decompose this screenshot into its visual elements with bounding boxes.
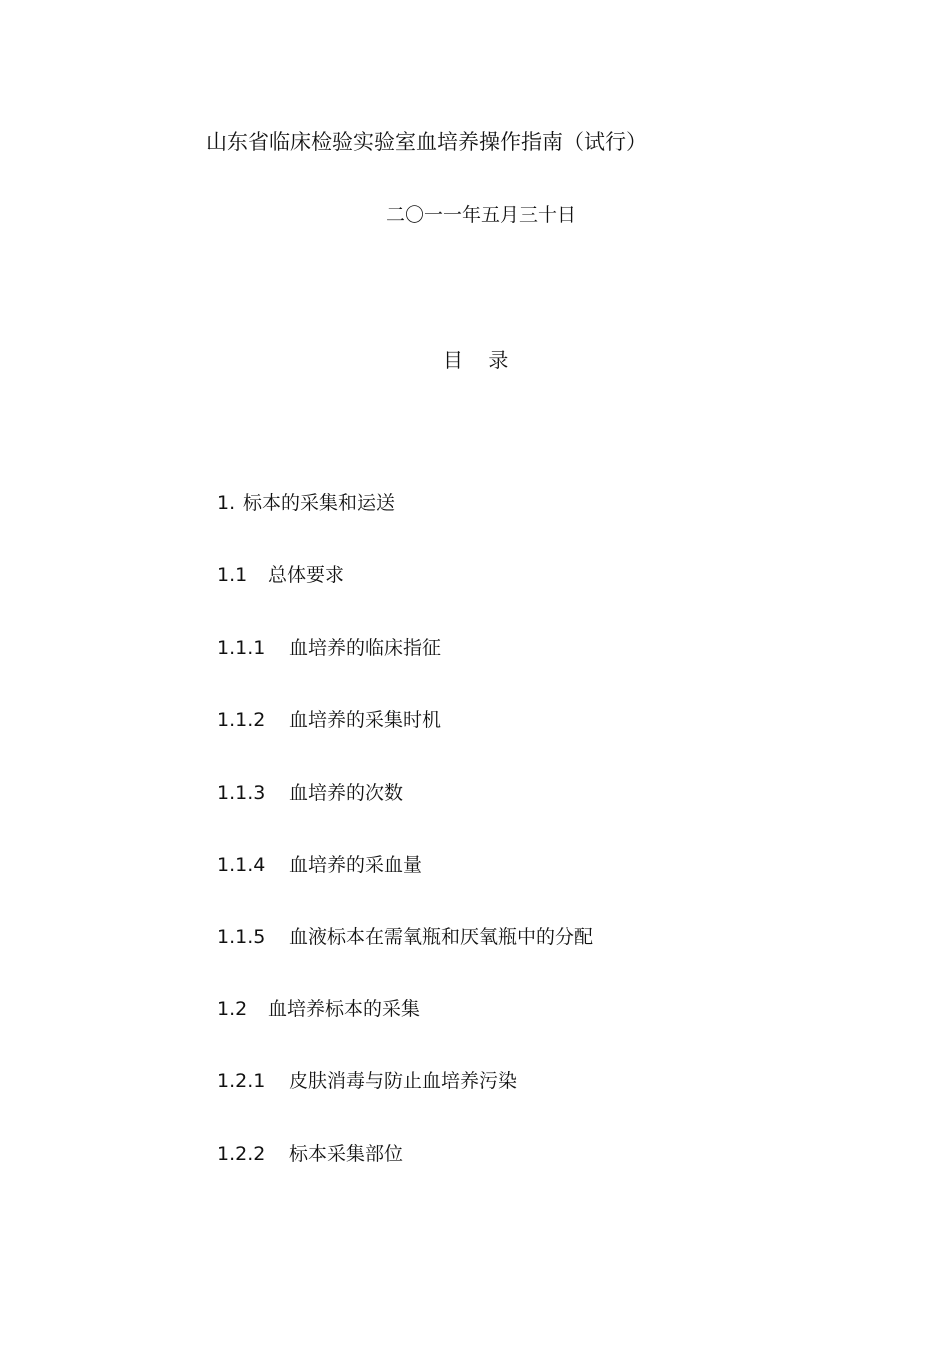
toc-entry-number: 1.1.2 — [217, 709, 266, 731]
toc-entry-number: 1.2 — [217, 998, 248, 1020]
toc-entry — [217, 490, 395, 516]
toc-entry — [217, 707, 441, 733]
toc-heading: 目 录 — [443, 348, 509, 372]
toc-entry — [217, 780, 403, 806]
toc-entry-text: 血培养标本的采集 — [268, 998, 421, 1020]
toc-entry-text: 血培养的采集时机 — [289, 709, 442, 731]
toc-entry — [217, 996, 420, 1022]
toc-entry-text: 血培养的采血量 — [289, 854, 423, 876]
toc-entry — [217, 562, 344, 588]
document-title: 山东省临床检验实验室血培养操作指南（试行） — [206, 130, 647, 154]
toc-entry-number: 1.2.2 — [217, 1143, 266, 1165]
toc-entry-text: 血液标本在需氧瓶和厌氧瓶中的分配 — [289, 926, 594, 948]
document-date: 二〇一一年五月三十日 — [386, 204, 577, 226]
toc-entry-text: 总体要求 — [268, 564, 345, 586]
toc-entry-text: 标本的采集和运送 — [243, 492, 396, 514]
toc-entry-text: 标本采集部位 — [289, 1143, 404, 1165]
toc-entry — [217, 635, 441, 661]
toc-entry-number: 1.1.5 — [217, 926, 266, 948]
toc-entry-number: 1.1 — [217, 564, 248, 586]
toc-entry-text: 血培养的临床指征 — [289, 637, 442, 659]
toc-entry-text: 皮肤消毒与防止血培养污染 — [289, 1070, 518, 1092]
toc-entry-text: 血培养的次数 — [289, 782, 404, 804]
toc-entry — [217, 924, 593, 950]
toc-entry-number: 1.2.1 — [217, 1070, 266, 1092]
toc-entry-number: 1.1.1 — [217, 637, 266, 659]
toc-entry-number: 1. — [217, 492, 236, 514]
toc-entry-number: 1.1.4 — [217, 854, 266, 876]
toc-entry — [217, 852, 422, 878]
toc-entry — [217, 1068, 517, 1094]
toc-entry — [217, 1141, 403, 1167]
toc-entry-number: 1.1.3 — [217, 782, 266, 804]
